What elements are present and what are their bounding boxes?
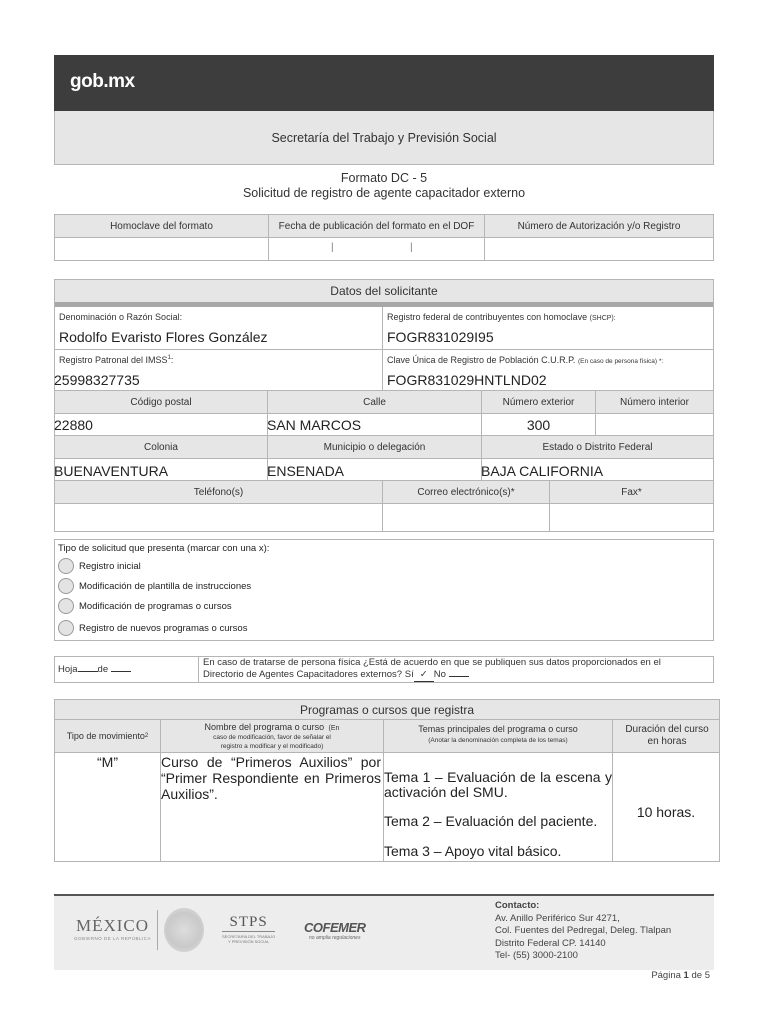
rfc-note: (SHCP): — [589, 315, 616, 322]
date-separator: | — [410, 242, 413, 253]
consent-text — [203, 657, 711, 682]
rfc-value: FOGR831029I95 — [387, 329, 494, 345]
no-label: No — [433, 669, 446, 680]
nombre-note: caso de modificación, favor de señalar el — [213, 734, 331, 741]
hoja-label: Hoja — [58, 664, 78, 675]
nombre-note: (En — [328, 725, 340, 732]
pagina-num: 1 — [683, 970, 689, 981]
mexico-logo-sub: GOBIERNO DE LA REPÚBLICA — [74, 936, 152, 941]
temas-value[interactable] — [384, 770, 612, 859]
logo-divider — [157, 910, 158, 950]
hoja-consent-row — [54, 656, 714, 683]
tipo-movimiento-label: Tipo de movimiento — [66, 731, 145, 741]
tipo-solicitud-section — [54, 539, 714, 641]
programas-title: Programas o cursos que registra — [299, 702, 475, 717]
nombre-note: registro a modificar y el modificado) — [220, 743, 324, 750]
curp-field[interactable] — [383, 350, 713, 390]
numero-interior-value[interactable] — [596, 417, 713, 435]
option-modificacion-programas[interactable] — [58, 597, 232, 615]
mexico-logo — [74, 916, 151, 941]
cofemer-logo — [304, 920, 366, 941]
numero-interior-header: Número interior — [620, 396, 689, 408]
si-checkbox[interactable]: ✓ — [414, 669, 434, 682]
date-separator: | — [331, 242, 334, 253]
tema-1: Tema 1 – Evaluación de la escena y activación del SMU. — [384, 769, 612, 800]
stps-logo — [222, 914, 275, 944]
tema-2: Tema 2 – Evaluación del paciente. — [384, 813, 598, 829]
numero-exterior-header: Número exterior — [502, 396, 575, 408]
estado-value[interactable]: BAJA CALIFORNIA — [481, 463, 604, 479]
tipo-footnote: 2 — [144, 733, 149, 739]
contacto-line: Tel- (55) 3000-2100 — [495, 950, 578, 961]
datos-solicitante-section — [54, 279, 714, 532]
nombre-programa-header — [161, 721, 383, 753]
curp-note: (En caso de persona física) *: — [577, 358, 664, 365]
radio-button[interactable] — [58, 578, 74, 594]
tipo-movimiento-header — [55, 720, 160, 752]
option-label: Modificación de plantilla de instrucciones — [79, 580, 252, 592]
denominacion-value: Rodolfo Evaristo Flores González — [59, 329, 268, 345]
stps-logo-text: STPS — [222, 914, 275, 932]
nombre-programa-value[interactable]: Curso de “Primeros Auxilios” por “Primer Respondiente en Primeros Auxilios”. — [161, 754, 381, 802]
mexico-logo-text: MÉXICO — [75, 916, 150, 935]
nombre-programa-label: Nombre del programa o curso — [204, 722, 325, 732]
pagina-de: de — [691, 970, 703, 981]
fax-header: Fax* — [621, 486, 642, 498]
correo-header: Correo electrónico(s)* — [417, 486, 515, 498]
numero-autorizacion-field[interactable] — [485, 238, 713, 260]
consent-line-2 — [203, 669, 711, 682]
no-checkbox[interactable] — [449, 676, 469, 677]
hoja-de-label: de — [97, 664, 109, 675]
secretaria-title: Secretaría del Trabajo y Previsión Social — [271, 130, 497, 145]
curp-value: FOGR831029HNTLND02 — [387, 372, 547, 388]
gob-mx-logo: gob.mx — [70, 71, 135, 92]
duracion-header: Duración del curso en horas — [625, 724, 709, 747]
radio-button[interactable] — [58, 620, 74, 636]
cofemer-logo-text: COFEMER — [304, 920, 366, 935]
calle-value[interactable]: SAN MARCOS — [267, 417, 362, 433]
section-header — [55, 280, 713, 302]
imss-colon: : — [170, 355, 174, 365]
formato-subtitle: Solicitud de registro de agente capacitador externo — [242, 186, 526, 200]
stps-logo-sub: SECRETARÍA DEL TRABAJO — [222, 934, 276, 939]
format-table — [54, 214, 714, 261]
option-label: Registro de nuevos programas o cursos — [79, 622, 248, 634]
tipo-movimiento-value[interactable]: “M” — [97, 754, 118, 770]
option-label: Modificación de programas o cursos — [79, 600, 232, 612]
codigo-postal-value[interactable]: 22880 — [54, 417, 93, 433]
cofemer-logo-sub: no amplia regulaciones — [309, 935, 361, 941]
section-title: Datos del solicitante — [330, 284, 438, 298]
radio-button[interactable] — [58, 558, 74, 574]
consent-question: Directorio de Agentes Capacitadores externos? Sí — [203, 669, 414, 680]
page-number — [560, 970, 710, 981]
fecha-publicacion-field[interactable] — [269, 238, 484, 260]
temas-note: (Anotar la denominación completa de los temas) — [428, 737, 568, 744]
tipo-solicitud-title: Tipo de solicitud que presenta (marcar con una x): — [58, 543, 270, 554]
option-registro-inicial[interactable] — [58, 557, 141, 575]
duracion-value[interactable]: 10 horas. — [636, 804, 696, 820]
consent-line-1: En caso de tratarse de persona física ¿Está de acuerdo en que se publiquen sus datos proporcionados en el — [203, 657, 661, 668]
gob-header-bar — [54, 55, 714, 111]
footer-band — [54, 896, 714, 970]
contacto-line: Distrito Federal CP. 14140 — [495, 937, 606, 949]
colonia-header: Colonia — [144, 441, 178, 453]
formato-code: Formato DC - 5 — [340, 171, 428, 185]
contacto-title: Contacto: — [495, 900, 540, 911]
estado-header: Estado o Distrito Federal — [542, 441, 653, 453]
imss-label: Registro Patronal del IMSS — [59, 355, 168, 365]
programas-section — [54, 699, 720, 862]
colonia-value[interactable]: BUENAVENTURA — [54, 463, 169, 479]
denominacion-field[interactable] — [55, 307, 382, 349]
imss-footnote: 1 — [167, 355, 171, 361]
curp-label: Clave Única de Registro de Población C.U.R.P. — [387, 355, 576, 365]
pagina-total: 5 — [704, 970, 710, 981]
municipio-header: Municipio o delegación — [323, 441, 426, 453]
codigo-postal-header: Código postal — [130, 396, 192, 408]
telefono-header: Teléfono(s) — [193, 486, 244, 498]
contacto-line: Col. Fuentes del Pedregal, Deleg. Tlalpan — [495, 925, 672, 936]
formato-title — [0, 171, 768, 200]
numero-exterior-value[interactable]: 300 — [526, 417, 551, 433]
imss-field[interactable] — [55, 350, 382, 390]
homoclave-header: Homoclave del formato — [110, 220, 213, 232]
secretaria-banner — [54, 111, 714, 165]
option-registro-nuevos[interactable] — [58, 619, 247, 637]
option-modificacion-plantilla[interactable] — [58, 577, 251, 595]
option-label: Registro inicial — [79, 560, 141, 572]
numero-autorizacion-header: Número de Autorización y/o Registro — [517, 220, 681, 232]
denominacion-label: Denominación o Razón Social: — [59, 312, 183, 322]
radio-button[interactable] — [58, 598, 74, 614]
escudo-icon — [164, 908, 204, 952]
programas-header — [55, 700, 719, 719]
contacto-block — [495, 900, 671, 963]
temas-label: Temas principales del programa o curso — [418, 724, 578, 734]
imss-value: 25998327735 — [54, 372, 140, 388]
telefono-field[interactable] — [55, 504, 382, 531]
tema-3: Tema 3 – Apoyo vital básico. — [384, 843, 562, 859]
stps-logo-sub: Y PREVISIÓN SOCIAL — [228, 939, 270, 944]
homoclave-field[interactable] — [55, 238, 268, 260]
hoja-field[interactable] — [58, 664, 131, 675]
fax-field[interactable] — [550, 504, 713, 531]
rfc-field[interactable] — [383, 307, 713, 349]
municipio-value[interactable]: ENSENADA — [267, 463, 345, 479]
pagina-label: Página — [651, 970, 681, 981]
calle-header: Calle — [363, 396, 386, 408]
contacto-line: Av. Anillo Periférico Sur 4271, — [495, 912, 620, 924]
fecha-publicacion-header: Fecha de publicación del formato en el DOF — [278, 220, 475, 232]
correo-field[interactable] — [383, 504, 549, 531]
temas-header — [384, 724, 612, 752]
rfc-label: Registro federal de contribuyentes con homoclave — [387, 312, 588, 322]
